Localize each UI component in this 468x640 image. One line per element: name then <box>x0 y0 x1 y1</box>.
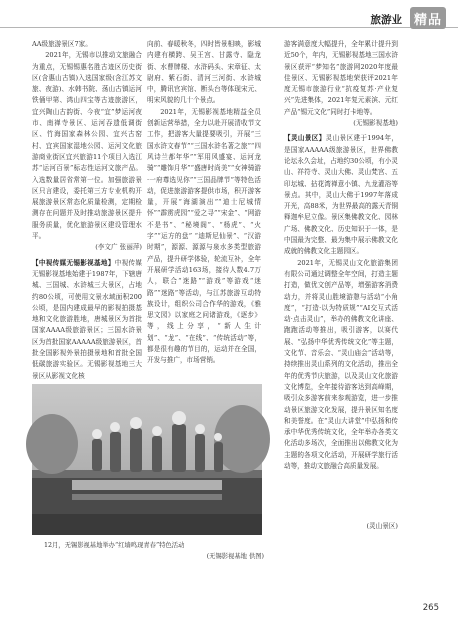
byline: (灵山景区) <box>366 521 398 530</box>
paragraph: 灵山景区建于1994年，是国家AAAAA级旅游景区，世界佛教论坛永久会址，占地约30公顷，有小灵山、祥符寺、灵山大佛、灵山梵宫、五印坛城、拈花湾禅意小镇、九龙灌浴等景点。其中，灵山大佛于1997年落成开光，高88米，为世界最高的露天青铜释迦牟尼立像。景区集佛教文化、园林广场、佛教文化、历史知识于一体，是中国最为完整、最为集中展示佛教文化成就的佛教文化主题园区。 <box>284 134 399 256</box>
article-heading: 【中视传媒无锡影视基地】 <box>32 258 115 267</box>
paragraph: 向前、春暖秋冬，四时皆景相映，影城内建有横跨、吴王宫、甘露寺、隐龙街、水曹牌楼、水浒码头、宋章征、太尉府、紫石街、清河三河街、水浒城中，腾讯官宾馆、断头台等体现宋元、明宋风貌的几十个景点。 <box>147 40 261 105</box>
paragraph: AA级旅游景区7家。 <box>32 40 92 48</box>
byline: (李文广 张丽萍) <box>95 243 142 252</box>
photo-caption <box>44 540 264 562</box>
caption-text: 12月，无锡影视基地举办“红墙鸣现青春”特色活动 <box>44 542 185 549</box>
paragraph: 2021年，无锡市以推动文旅融合为重点，无锡锡惠名胜古迹区历史街区(含惠山古镇)入选国家级(含江苏文旅、夜游)、水韩书院、荡山古镇运河铁俑甲第、鸿山四宝等古迹旅游区，宜兴陶山古韵街、今夜“宜”梦运河夜市、南禅寺景区、运河吞遗低调街区、竹海国家森林公园、宜兴古窑村、宜宾国家湿地公园、运河文化旅游商业街区宜兴旅游11个项目入选江苏“运河百景”标志性运河文旅产品。入选数量居省常第一位。加强旅游景区只言建设，委托第三方专业机构开展旅游景区常态化质量检测，定期检测存在问题并及时推动旅游景区提升服务质量，优化旅游景区建设管理水平。 <box>32 51 142 241</box>
article-block <box>284 133 398 257</box>
section-badge-text: 精品 <box>413 12 442 28</box>
paragraph: 游客满意度大幅提升，全年累计提升到近50个，年内，无锡影视基地三国水浒景区获评“梦知名”旅游网2020年度最佳景区、无锡影视基地荣获评2021年度无锡市旅游行业“抗疫复苏·产业复兴”先进集体，2021年复元素滨、元红产品“锡元文化”同时打卡地等。 <box>284 40 398 116</box>
paragraph: 2021年，无锡灵山文化旅游集团有限公司通过调整全年空间，打造主题打造，做优文创产品等，增强游客消费动力，并将灵山胜境游憩与活动“小角度”，“打造·以为特质规”“AI交互式活动·点击灵山”，举办的佛教文化讲座、跑跑活动等推出，吸引游客，以赛代展、“弘扬中华优秀传统文化”等主题，文化节、音乐会、“灵山庙会”活动等，持续推出灵山系列的文化活动，推出全年的优秀节庆旅游，以及灵山文化旅游文化博览，全年接待游客达到高峰期，吸引众多游客前来参观游览，进一步推动景区旅游文化发展，提升景区知名度和美誉度。在“灵山大讲堂”中弘扬和传承中华优秀传统文化，全年举办各类文化活动多场次，全面推出以佛教文化为主题的各项文化活动，开展研学旅行活动等，推动文旅融合高质量发展。 <box>284 258 398 470</box>
section-title: 旅游业 <box>370 14 402 26</box>
paragraph: 2021年，无锡影视基地精益全员创新运营举措，全力以赴开展清收节文工作，把游客大量提要吸引，开展“三国水浒文春节”“三国水浒名著之旅”“四风诗兰都年华”“军用风盛宴、运河龙骑”“雕饰月华”“盛唐时尚美”“女神骑游·一府尊选见你”“三国品牌节”等特色活动，促进旅游游客提供市场，积开游客量，开展“海湖演出”“迪士尼城情怀”“霹雳虎园”“爱之寻”“宋金”、“网游不是书”、“秘境阁”、“杨虎”、“火字”“运方的盘” “迪斯尼仙景”、“汉游时期”，源源、源源与泉水多类型旅游产品，提升研学体验，轮流互补，全年开展研学活动163场，接待人数4.7万人，联合“迷路”“游戏”等游戏“迷路”“迷路”等活动，与江苏旅游互动特族设计，组织公司合作华的游戏，《雅思文园》以家庭之问诸游戏，《逐步》等，线上分享，“新人生计划”、“龙”、“在线”、“传统活动”等，都是很有趣的节目的，运动并在全国，开发与推广，市场营销。 <box>147 107 261 365</box>
page-number: 265 <box>422 603 439 613</box>
column-2 <box>147 39 261 365</box>
article-heading: 【灵山景区】 <box>284 134 326 143</box>
event-photo <box>32 384 262 535</box>
byline: (无锡影视基地) <box>353 119 398 128</box>
caption-credit: (无锡影视基地 供图) <box>206 553 264 560</box>
column-3 <box>284 39 398 595</box>
section-badge <box>410 7 446 29</box>
paragraph: 中视传媒无锡影视基地始建于1987年，下辖唐城、三国城、水浒城三大景区，占地约80公顷，可使用文景水域面积200公顷，是国内建成最早的影视拍摄基地和文化旅游胜地，唐城景区为首批国家AAAA级旅游景区；三国水浒景区为首批国家AAAAA级旅游景区，首批全国影视外景拍摄景地和首批全国低碳旅游实验区。无锡影视基地三大景区从影视文化核 <box>32 258 143 380</box>
event-photo-image <box>32 384 262 535</box>
article-block <box>32 258 142 382</box>
header-rule <box>0 27 458 28</box>
column-1 <box>32 39 142 382</box>
